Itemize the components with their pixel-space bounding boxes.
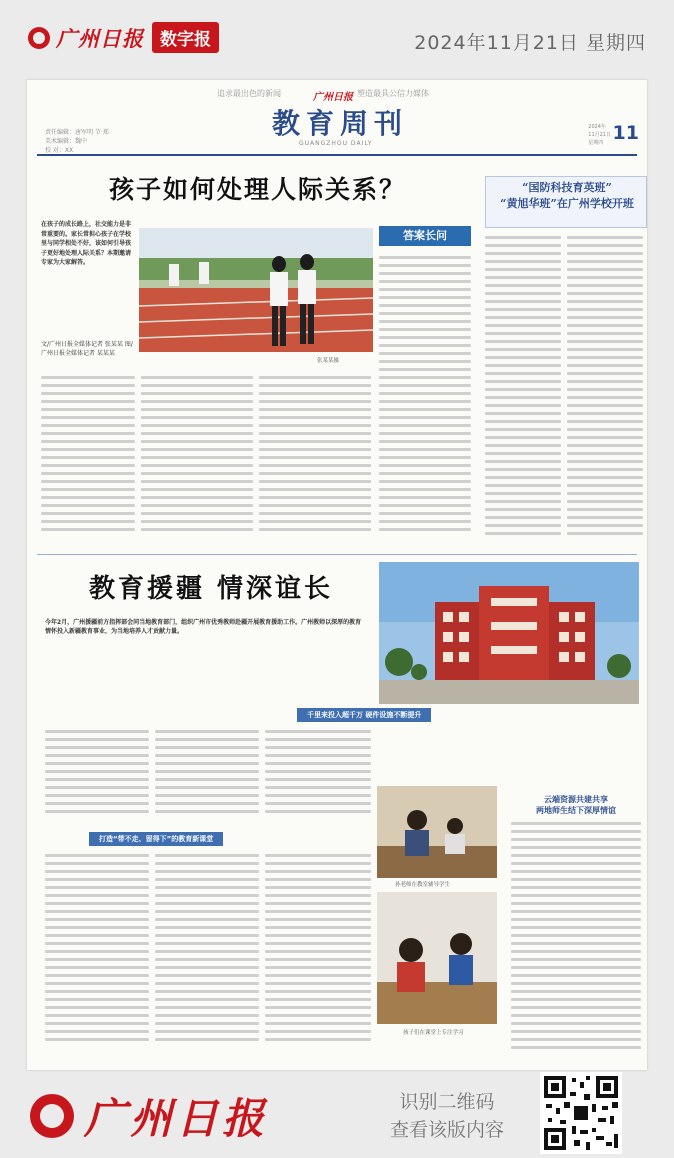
slogan-left: 追求最出色的新闻 (217, 89, 281, 98)
slogan-right: 塑造最具公信力媒体 (357, 89, 429, 98)
page-date-info (588, 123, 611, 147)
article2-photo[interactable] (379, 562, 639, 704)
digital-edition-tag: 数字报 (152, 22, 219, 53)
track-students-image (139, 228, 373, 352)
sidebar-column-2 (567, 236, 643, 546)
footer (0, 1078, 674, 1144)
article2-title[interactable]: 教育援疆 情深谊长 (89, 574, 334, 604)
scan-line-2: 查看该版内容 (389, 1119, 504, 1141)
section-pinyin: GUANGZHOU DAILY (299, 140, 373, 147)
brand[interactable] (28, 22, 219, 53)
photo4-caption: 孩子们在课堂上专注学习 (403, 1030, 464, 1036)
guangzhou-daily-logo-icon (30, 1094, 74, 1138)
article2-column-5 (155, 854, 259, 1054)
article1-photo[interactable] (139, 228, 373, 352)
subhead-2: 打造“带不走、留得下”的教育新课堂 (89, 832, 223, 846)
article1-column-1 (41, 376, 135, 544)
page-info-line: 2024年 (588, 124, 606, 130)
editor-line: 责任编辑：唐军明 节·郑 (45, 129, 109, 136)
article1-title[interactable]: 孩子如何处理人际关系？ (109, 175, 407, 204)
page-info-line: 11月21日 (588, 132, 611, 138)
scan-instruction (372, 1088, 522, 1144)
article2-photo-students[interactable] (377, 892, 497, 1024)
top-bar (0, 0, 674, 74)
article1-byline: 文/广州日报全媒体记者 张某某 图/广州日报全媒体记者 某某某 (41, 341, 133, 357)
right-title-line: 云端资源共建共享 (544, 795, 608, 804)
issue-date: 2024年11月21日 星期四 (414, 32, 646, 54)
page-number: 11 (612, 122, 639, 144)
guangzhou-daily-logo-icon (28, 27, 50, 49)
qr-code-icon[interactable] (540, 1072, 622, 1154)
subhead-1: 千里来投入超千万 硬件设施不断提升 (297, 708, 431, 722)
article2-right-column (511, 822, 641, 1058)
article2-column-6 (265, 854, 371, 1054)
photo3-caption: 孙老师在教室辅导学生 (395, 882, 451, 888)
article1-photo-caption: 张某某摄 (317, 358, 340, 364)
brand-name: 广州日报 (56, 25, 144, 51)
page-info-line: 星期四 (588, 140, 604, 146)
article2-column-4 (45, 854, 149, 1054)
sidebar-column-1 (485, 236, 561, 546)
section-title: 教育周刊 (272, 107, 409, 140)
qr-code-graphic (540, 1072, 622, 1154)
article2-lead: 今年2月，广州援疆前方指挥部会同当地教育部门，组织广州市优秀教师赴疆开展教育援助工作。广州教师以深厚的教育情怀投入新疆教育事业，为当地培养人才贡献力量。 (45, 619, 362, 635)
students-classroom-image (377, 892, 497, 1024)
editor-info (45, 128, 109, 155)
masthead-rule (37, 154, 637, 156)
article2-column-2 (155, 730, 259, 822)
editor-line: 美术编辑：魏中 (45, 138, 88, 145)
sidebar-title-line: “国防科技育英班” (522, 181, 612, 194)
right-column-title[interactable] (511, 794, 641, 816)
article2-photo-teacher[interactable] (377, 786, 497, 878)
answer-label: 答案长问 (379, 226, 471, 246)
article2-column-1 (45, 730, 149, 822)
masthead (27, 80, 647, 160)
school-building-image (379, 562, 639, 704)
masthead-logo: 广州日报 (313, 92, 353, 103)
article1-intro: 在孩子的成长路上，社交能力是非常重要的。家长常担心孩子在学校里与同学相处不好，该如何引导孩子更好地处理人际关系？本期邀请专家为大家解答。 (41, 221, 132, 266)
article1-column-2 (141, 376, 253, 544)
article2-column-3 (265, 730, 371, 822)
sidebar-title[interactable] (497, 180, 637, 212)
right-title-line: 两地师生结下深厚情谊 (536, 806, 616, 815)
article1-column-4 (379, 256, 471, 544)
editor-line: 校 对：XX (45, 147, 74, 154)
footer-brand (30, 1086, 268, 1146)
newspaper-page[interactable] (27, 80, 647, 1070)
article1-column-3 (259, 376, 371, 544)
sidebar-title-line: “黄旭华班”在广州学校开班 (500, 197, 634, 210)
teacher-tutoring-image (377, 786, 497, 878)
section-divider (37, 554, 637, 555)
scan-line-1: 识别二维码 (399, 1091, 495, 1113)
footer-brand-name: 广州日报 (84, 1094, 269, 1143)
